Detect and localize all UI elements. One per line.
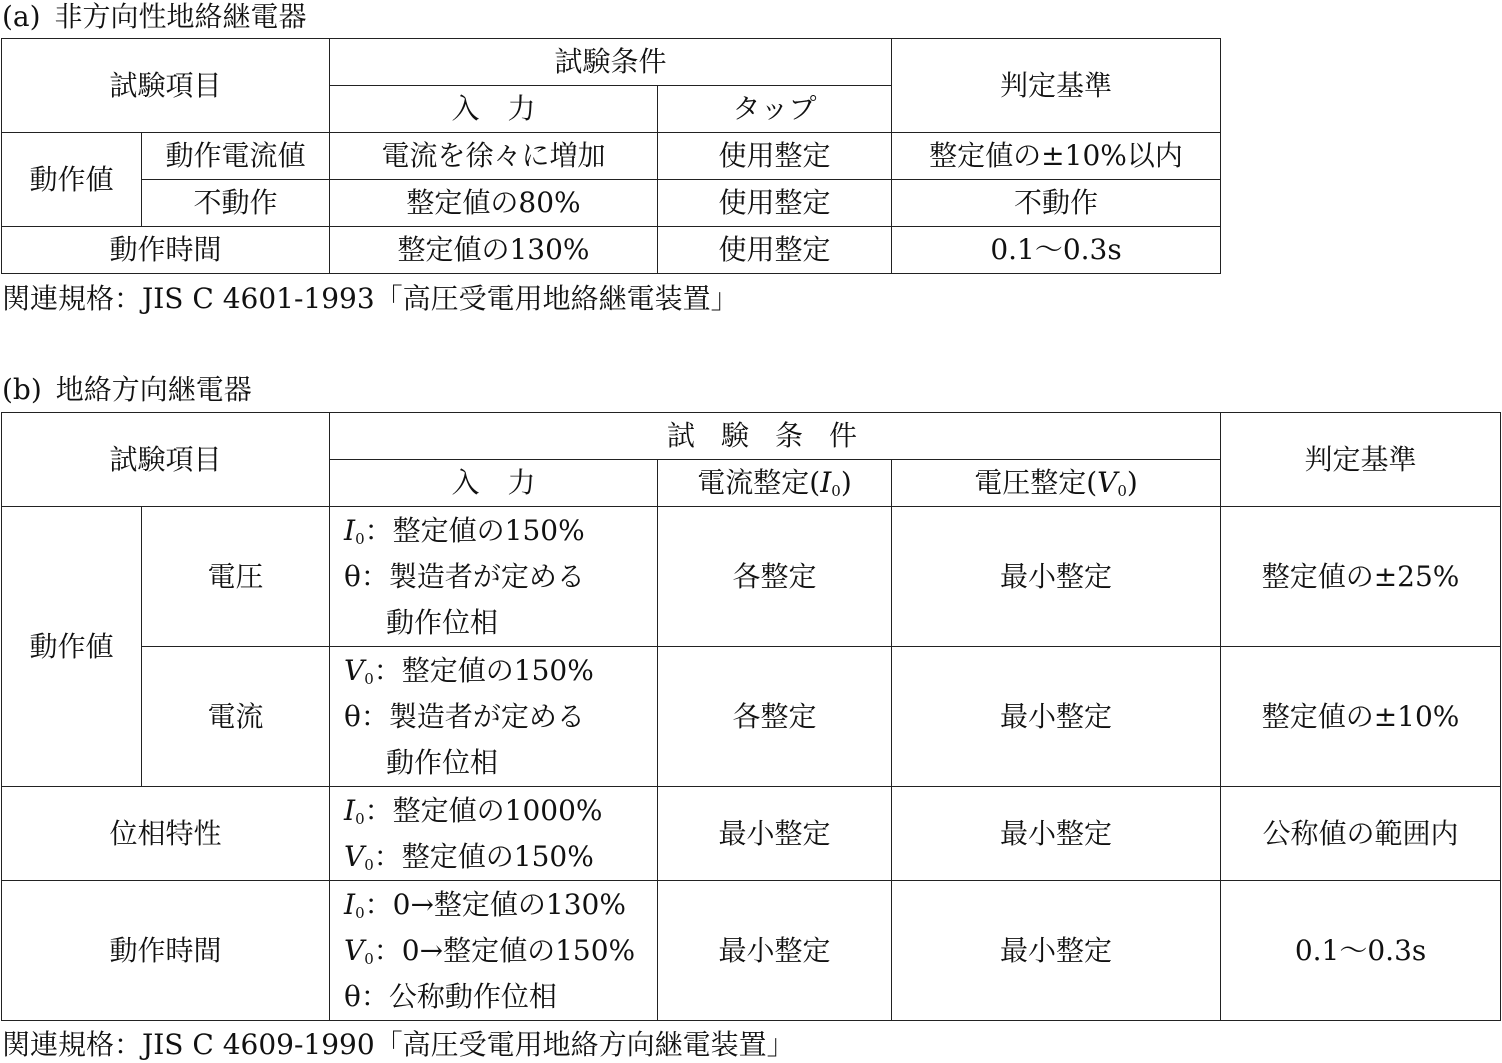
table-cell: 公称値の範囲内: [1221, 787, 1501, 881]
table-cell: 最小整定: [658, 787, 892, 881]
table-b-header-item: 試験項目: [2, 413, 330, 507]
table-cell-input: $I_0$：整定値の1000% $V_0$：整定値の150%: [330, 787, 658, 881]
table-cell: 使用整定: [658, 180, 892, 227]
table-cell: 電圧: [142, 507, 330, 647]
table-cell: 0.1～0.3s: [892, 227, 1221, 274]
table-cell: 使用整定: [658, 227, 892, 274]
table-row: [2, 227, 1221, 274]
table-b-header-conditions: 試験条件: [330, 413, 1221, 460]
table-cell-input: $I_0$：0→整定値の130% $V_0$：0→整定値の150% θ：公称動作位相: [330, 881, 658, 1021]
table-b-group-operating-value: 動作値: [2, 507, 142, 787]
table-a-group-operating-value: 動作値: [2, 133, 142, 227]
table-cell: 不動作: [892, 180, 1221, 227]
table-row: [2, 787, 1501, 881]
table-a-header-input: 入 力: [330, 86, 658, 133]
table-row: [2, 881, 1501, 1021]
table-b-caption-title: 地絡方向継電器: [55, 373, 252, 406]
table-cell: 電流: [142, 647, 330, 787]
table-cell: 整定値の±10%: [1221, 647, 1501, 787]
table-a-caption-label: (a): [2, 0, 41, 33]
table-cell: 整定値の130%: [330, 227, 658, 274]
table-cell: 整定値の±10%以内: [892, 133, 1221, 180]
table-cell: 位相特性: [2, 787, 330, 881]
table-cell-input: $I_0$：整定値の150% θ：製造者が定める 動作位相: [330, 507, 658, 647]
table-cell: 最小整定: [892, 787, 1221, 881]
table-cell: 最小整定: [892, 647, 1221, 787]
table-a-header-item: 試験項目: [2, 39, 330, 133]
table-cell: 使用整定: [658, 133, 892, 180]
table-b-caption: [2, 373, 252, 407]
table-a-header-conditions: 試験条件: [330, 39, 892, 86]
table-cell: 動作時間: [2, 227, 330, 274]
table-b-header-input: 入 力: [330, 460, 658, 507]
table-row: [2, 180, 1221, 227]
table-b: [1, 412, 1501, 1021]
table-b-caption-label: (b): [2, 373, 42, 406]
table-a-header-tap: タップ: [658, 86, 892, 133]
table-cell: 0.1～0.3s: [1221, 881, 1501, 1021]
table-cell: 各整定: [658, 507, 892, 647]
table-a-caption-title: 非方向性地絡継電器: [54, 0, 307, 33]
table-b-reference: 関連規格：JIS C 4609-1990「高圧受電用地絡方向継電装置」: [2, 1028, 795, 1061]
table-cell-input: $V_0$：整定値の150% θ：製造者が定める 動作位相: [330, 647, 658, 787]
table-a: [1, 38, 1221, 274]
table-cell: 整定値の80%: [330, 180, 658, 227]
table-cell: 各整定: [658, 647, 892, 787]
table-b-header-voltage-setting: 電圧整定$(V_0)$: [892, 460, 1221, 507]
table-cell: 動作時間: [2, 881, 330, 1021]
table-cell: 最小整定: [658, 881, 892, 1021]
table-b-header-current-setting: 電流整定$(I_0)$: [658, 460, 892, 507]
table-cell: 電流を徐々に増加: [330, 133, 658, 180]
table-row: [2, 647, 1501, 787]
table-a-reference: 関連規格：JIS C 4601-1993「高圧受電用地絡継電装置」: [2, 282, 739, 315]
table-cell: 動作電流値: [142, 133, 330, 180]
table-a-header-criteria: 判定基準: [892, 39, 1221, 133]
table-row: [2, 133, 1221, 180]
table-cell: 最小整定: [892, 881, 1221, 1021]
table-cell: 最小整定: [892, 507, 1221, 647]
table-cell: 不動作: [142, 180, 330, 227]
table-row: [2, 507, 1501, 647]
table-cell: 整定値の±25%: [1221, 507, 1501, 647]
table-b-header-criteria: 判定基準: [1221, 413, 1501, 507]
table-a-caption: [2, 0, 307, 34]
